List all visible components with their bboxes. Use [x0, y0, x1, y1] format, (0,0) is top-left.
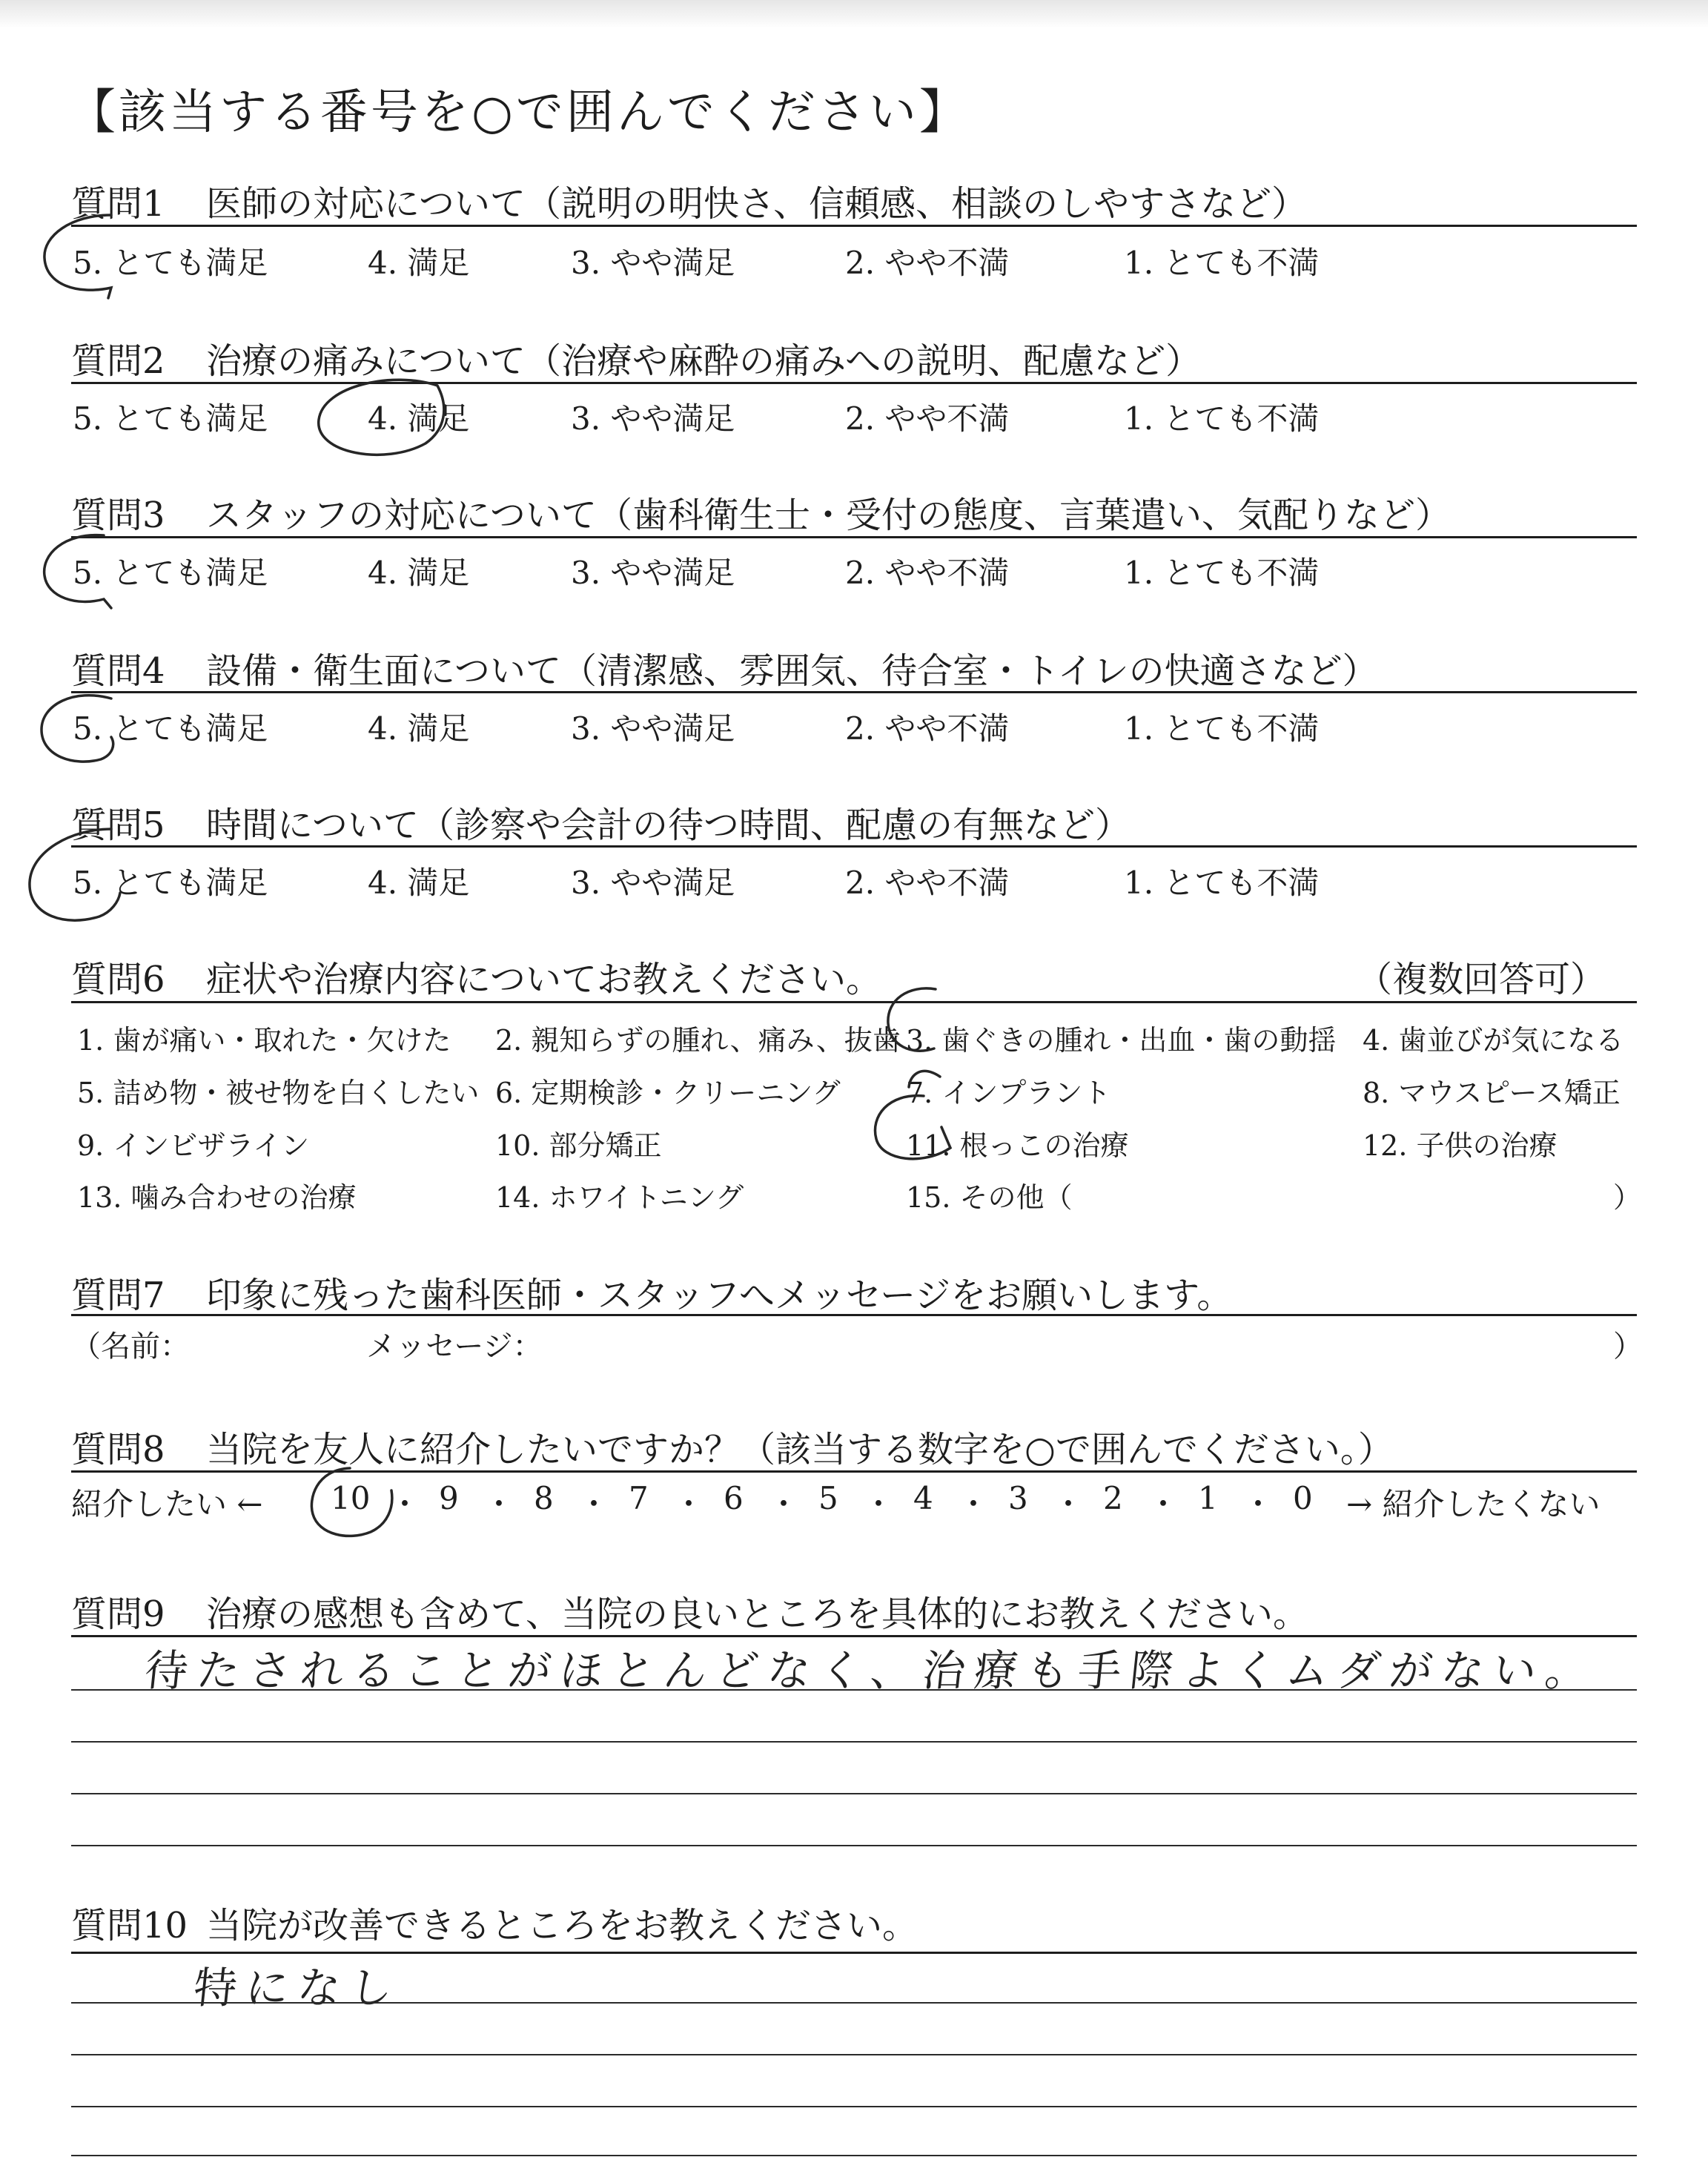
- option-5[interactable]: 5. とても満足: [73, 400, 268, 437]
- treatment-option-13[interactable]: 13. 噛み合わせの治療: [77, 1181, 357, 1214]
- scale-separator: ・: [1242, 1486, 1274, 1522]
- question-text: 時間について（診察や会計の待つ時間、配慮の有無など）: [206, 805, 1131, 846]
- question-rule: [71, 1314, 1637, 1316]
- option-4[interactable]: 4. 満足: [368, 865, 470, 901]
- scale-10[interactable]: 10: [331, 1480, 371, 1516]
- scale-4[interactable]: 4: [913, 1480, 933, 1516]
- scale-separator: ・: [673, 1486, 705, 1522]
- option-1[interactable]: 1. とても不満: [1124, 710, 1320, 747]
- name-label: （名前：: [71, 1330, 190, 1364]
- option-1[interactable]: 1. とても不満: [1124, 555, 1320, 591]
- question-5: [71, 796, 1643, 848]
- answer-line: [71, 1741, 1637, 1743]
- page-heading: 【該当する番号を○で囲んでください】: [68, 85, 970, 140]
- option-1[interactable]: 1. とても不満: [1124, 865, 1320, 901]
- question-rule: [71, 1001, 1637, 1003]
- scale-separator: ・: [483, 1486, 515, 1522]
- scale-1[interactable]: 1: [1198, 1480, 1218, 1516]
- option-5[interactable]: 5. とても満足: [73, 555, 268, 591]
- treatment-option-10[interactable]: 10. 部分矯正: [495, 1129, 662, 1162]
- option-3[interactable]: 3. やや満足: [571, 865, 735, 901]
- option-4[interactable]: 4. 満足: [368, 710, 470, 747]
- not-recommend-label: → 紹介したくない: [1346, 1486, 1601, 1522]
- option-4[interactable]: 4. 満足: [368, 555, 470, 591]
- other-close-paren: ）: [1613, 1181, 1642, 1214]
- answer-line: [71, 2106, 1637, 2107]
- question-4: [71, 642, 1643, 693]
- question-8: [71, 1421, 1643, 1472]
- option-1[interactable]: 1. とても不満: [1124, 245, 1320, 281]
- scan-edge: [0, 0, 1708, 28]
- question-number: 質問4: [71, 650, 165, 692]
- scale-3[interactable]: 3: [1008, 1480, 1028, 1516]
- question-number: 質問8: [71, 1429, 165, 1470]
- scale-separator: ・: [578, 1486, 610, 1522]
- option-4[interactable]: 4. 満足: [368, 245, 470, 281]
- handwritten-answer-q9: 待たされることがほとんどなく、治療も手際よくムダがない。: [142, 1645, 1600, 1696]
- option-2[interactable]: 2. やや不満: [845, 710, 1010, 747]
- question-text: 当院が改善できるところをお教えください。: [206, 1905, 918, 1946]
- answer-line: [71, 1689, 1637, 1691]
- handwritten-answer-q10: 特になし: [191, 1963, 405, 2013]
- scale-separator: ・: [863, 1486, 895, 1522]
- option-2[interactable]: 2. やや不満: [845, 865, 1010, 901]
- question-text: 印象に残った歯科医師・スタッフへメッセージをお願いします。: [206, 1275, 1233, 1316]
- answer-line: [71, 1793, 1637, 1794]
- recommend-label: 紹介したい ←: [71, 1486, 263, 1522]
- question-number: 質問3: [71, 495, 165, 536]
- treatment-option-12[interactable]: 12. 子供の治療: [1363, 1129, 1558, 1162]
- option-3[interactable]: 3. やや満足: [571, 555, 735, 591]
- treatment-option-5[interactable]: 5. 詰め物・被せ物を白くしたい: [77, 1077, 480, 1109]
- question-6: [71, 951, 1643, 1002]
- question-2: [71, 332, 1643, 383]
- treatment-option-1[interactable]: 1. 歯が痛い・取れた・欠けた: [77, 1024, 451, 1057]
- message-label: メッセージ：: [366, 1330, 543, 1364]
- scale-2[interactable]: 2: [1103, 1480, 1123, 1516]
- question-rule: [71, 536, 1637, 538]
- answer-line: [71, 2054, 1637, 2055]
- question-rule: [71, 845, 1637, 848]
- scale-separator: ・: [1053, 1486, 1085, 1522]
- question-rule: [71, 691, 1637, 693]
- question-text: 設備・衛生面について（清潔感、雰囲気、待合室・トイレの快適さなど）: [206, 650, 1378, 692]
- question-rule: [71, 225, 1637, 227]
- treatment-option-15[interactable]: 15. その他（: [906, 1181, 1073, 1214]
- question-number: 質問10: [71, 1905, 188, 1946]
- scale-5[interactable]: 5: [818, 1480, 838, 1516]
- question-7: [71, 1266, 1643, 1318]
- scale-separator: ・: [768, 1486, 800, 1522]
- treatment-option-3[interactable]: 3. 歯ぐきの腫れ・出血・歯の動揺: [906, 1024, 1337, 1057]
- question-1: [71, 175, 1643, 226]
- option-2[interactable]: 2. やや不満: [845, 400, 1010, 437]
- option-2[interactable]: 2. やや不満: [845, 555, 1010, 591]
- option-4[interactable]: 4. 満足: [368, 400, 470, 437]
- scale-7[interactable]: 7: [629, 1480, 649, 1516]
- question-text: 症状や治療内容についてお教えください。: [206, 959, 882, 1000]
- treatment-option-9[interactable]: 9. インビザライン: [77, 1129, 310, 1162]
- option-3[interactable]: 3. やや満足: [571, 400, 735, 437]
- question-number: 質問9: [71, 1593, 165, 1635]
- option-3[interactable]: 3. やや満足: [571, 710, 735, 747]
- option-3[interactable]: 3. やや満足: [571, 245, 735, 281]
- question-text: スタッフの対応について（歯科衛生士・受付の態度、言葉遣い、気配りなど）: [206, 495, 1452, 536]
- question-text: 治療の感想も含めて、当院の良いところを具体的にお教えください。: [206, 1593, 1309, 1635]
- message-close-paren: ）: [1613, 1330, 1643, 1364]
- question-number: 質問2: [71, 340, 165, 382]
- question-text: 医師の対応について（説明の明快さ、信頼感、相談のしやすさなど）: [206, 183, 1308, 225]
- scale-separator: ・: [958, 1486, 990, 1522]
- option-5[interactable]: 5. とても満足: [73, 710, 268, 747]
- answer-line: [71, 1845, 1637, 1846]
- option-1[interactable]: 1. とても不満: [1124, 400, 1320, 437]
- treatment-option-14[interactable]: 14. ホワイトニング: [495, 1181, 744, 1214]
- scale-9[interactable]: 9: [439, 1480, 459, 1516]
- question-number: 質問5: [71, 805, 165, 846]
- scale-6[interactable]: 6: [724, 1480, 744, 1516]
- multiple-answers-note: （複数回答可）: [1356, 959, 1606, 1000]
- answer-line: [71, 2002, 1637, 2004]
- scale-separator: ・: [389, 1486, 421, 1522]
- question-rule: [71, 1470, 1637, 1473]
- question-9: [71, 1585, 1643, 1636]
- question-number: 質問6: [71, 959, 165, 1000]
- scale-separator: ・: [1148, 1486, 1179, 1522]
- treatment-option-8[interactable]: 8. マウスピース矯正: [1363, 1077, 1621, 1109]
- treatment-option-11[interactable]: 11. 根っこの治療: [906, 1129, 1129, 1162]
- option-2[interactable]: 2. やや不満: [845, 245, 1010, 281]
- question-number: 質問1: [71, 183, 165, 225]
- question-text: 治療の痛みについて（治療や麻酔の痛みへの説明、配慮など）: [206, 340, 1202, 382]
- treatment-option-4[interactable]: 4. 歯並びが気になる: [1363, 1024, 1624, 1057]
- question-text: 当院を友人に紹介したいですか？（該当する数字を○で囲んでください。）: [206, 1429, 1394, 1470]
- answer-line: [71, 2155, 1637, 2156]
- question-10: [71, 1897, 1643, 1948]
- question-number: 質問7: [71, 1275, 165, 1316]
- treatment-option-2[interactable]: 2. 親知らずの腫れ、痛み、抜歯: [495, 1024, 901, 1057]
- treatment-option-7[interactable]: 7. インプラント: [906, 1077, 1111, 1109]
- question-3: [71, 486, 1643, 538]
- question-rule: [71, 382, 1637, 384]
- scale-0[interactable]: 0: [1293, 1480, 1313, 1516]
- treatment-option-6[interactable]: 6. 定期検診・クリーニング: [495, 1077, 841, 1109]
- option-5[interactable]: 5. とても満足: [73, 245, 268, 281]
- scale-8[interactable]: 8: [534, 1480, 554, 1516]
- option-5[interactable]: 5. とても満足: [73, 865, 268, 901]
